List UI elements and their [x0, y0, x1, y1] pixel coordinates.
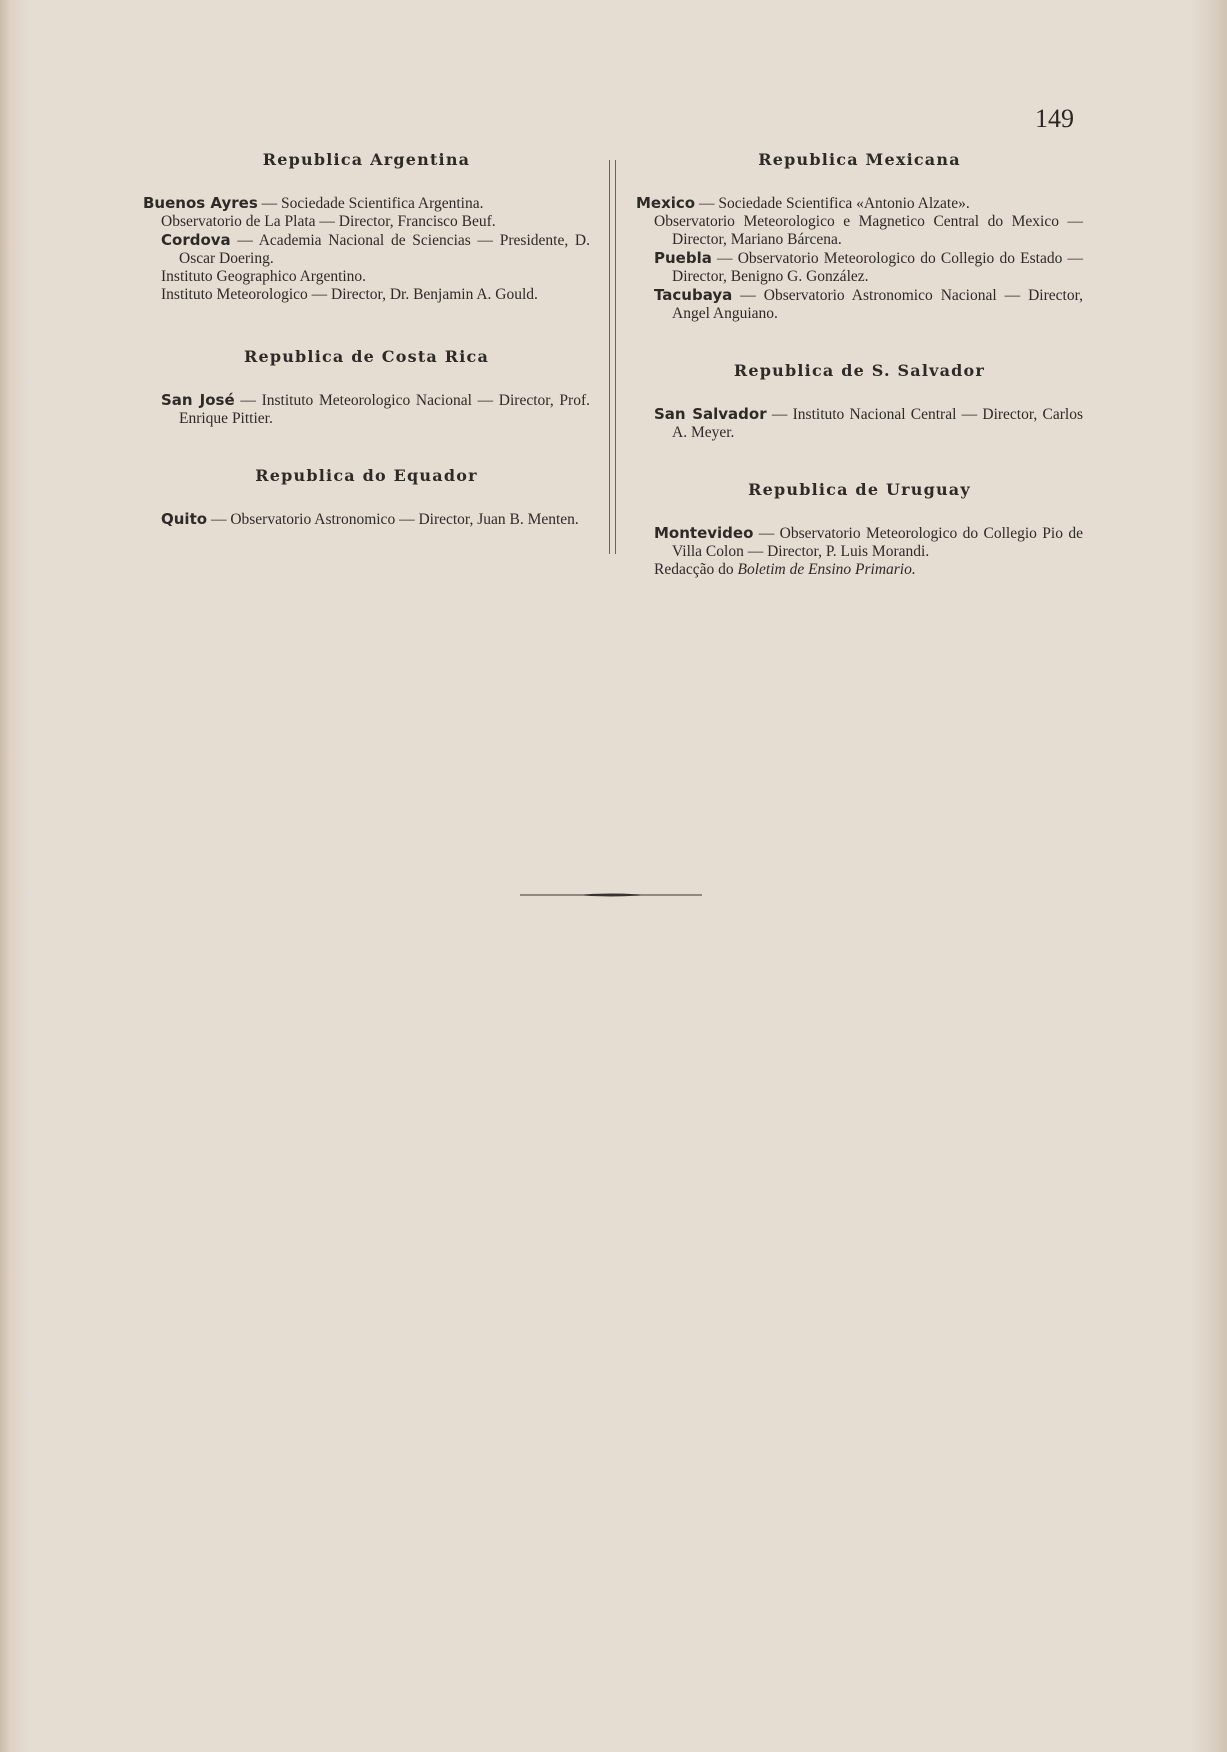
entry-puebla [636, 249, 1083, 286]
entry-quito [143, 510, 590, 529]
heading-argentina: Republica Argentina [262, 150, 471, 169]
place-name: Mexico [636, 194, 696, 212]
entry-mexico [636, 194, 1083, 213]
column-divider [609, 160, 616, 554]
left-column [143, 148, 590, 529]
entry-text: — Sociedade Scientifica Argentina. [257, 195, 484, 212]
entry-san-salvador [636, 405, 1083, 442]
entry-text: — Observatorio Meteorologico do Collegio Pio de Villa Colon — Director, P. Luis Morandi. [672, 525, 1083, 560]
heading-equador: Republica do Equador [255, 466, 478, 485]
entry-la-plata: Observatorio de La Plata — Director, Francisco Beuf. [161, 213, 496, 230]
entry-text: — Academia Nacional de Sciencias — Presidente, D. Oscar Doering. [179, 232, 590, 267]
entries-costa-rica [143, 391, 590, 428]
entry-meteorologico: Instituto Meteorologico — Director, Dr. Benjamin A. Gould. [161, 286, 538, 303]
page-number: 149 [1035, 104, 1074, 133]
heading-mexicana: Republica Mexicana [758, 150, 961, 169]
entries-argentina [143, 194, 590, 304]
place-name: San José [161, 391, 235, 409]
entry-text: — Observatorio Meteorologico do Collegio do Estado — Director, Benigno G. González. [672, 250, 1083, 285]
ornament-rule [520, 892, 702, 898]
place-name: Puebla [654, 249, 712, 267]
entries-mexicana [636, 194, 1083, 323]
heading-salvador: Republica de S. Salvador [733, 361, 986, 380]
entry-text: Redacção do [654, 561, 738, 578]
entry-montevideo [636, 524, 1083, 561]
entry-tacubaya [636, 286, 1083, 323]
place-name: Tacubaya [654, 286, 733, 304]
place-name: Quito [161, 510, 208, 528]
place-name: San Salvador [654, 405, 767, 423]
entry-text: — Sociedade Scientifica «Antonio Alzate». [695, 195, 970, 212]
entry-cordova [143, 231, 590, 268]
entries-uruguay [636, 524, 1083, 579]
heading-uruguay: Republica de Uruguay [748, 480, 971, 499]
entry-buenos-ayres [143, 194, 590, 213]
entry-text: — Observatorio Astronomico — Director, Juan B. Menten. [207, 511, 579, 528]
entry-text: — Instituto Nacional Central — Director, Carlos A. Meyer. [672, 406, 1084, 441]
right-column [636, 148, 1083, 579]
publication-title: Boletim de Ensino Primario. [737, 561, 916, 578]
entry-geographico: Instituto Geographico Argentino. [161, 268, 367, 285]
entry-text: — Instituto Meteorologico Nacional — Director, Prof. Enrique Pittier. [179, 392, 590, 427]
heading-costa-rica: Republica de Costa Rica [243, 347, 490, 366]
place-name: Cordova [161, 231, 231, 249]
entries-salvador [636, 405, 1083, 442]
place-name: Montevideo [654, 524, 754, 542]
entry-redaccao [636, 561, 1083, 579]
place-name: Buenos Ayres [143, 194, 258, 212]
entry-magnetico: Observatorio Meteorologico e Magnetico Central do Mexico — Director, Mariano Bárcena. [654, 213, 1083, 248]
entry-text: — Observatorio Astronomico Nacional — Director, Angel Anguiano. [672, 287, 1083, 322]
entries-equador [143, 510, 590, 529]
entry-san-jose [143, 391, 590, 428]
